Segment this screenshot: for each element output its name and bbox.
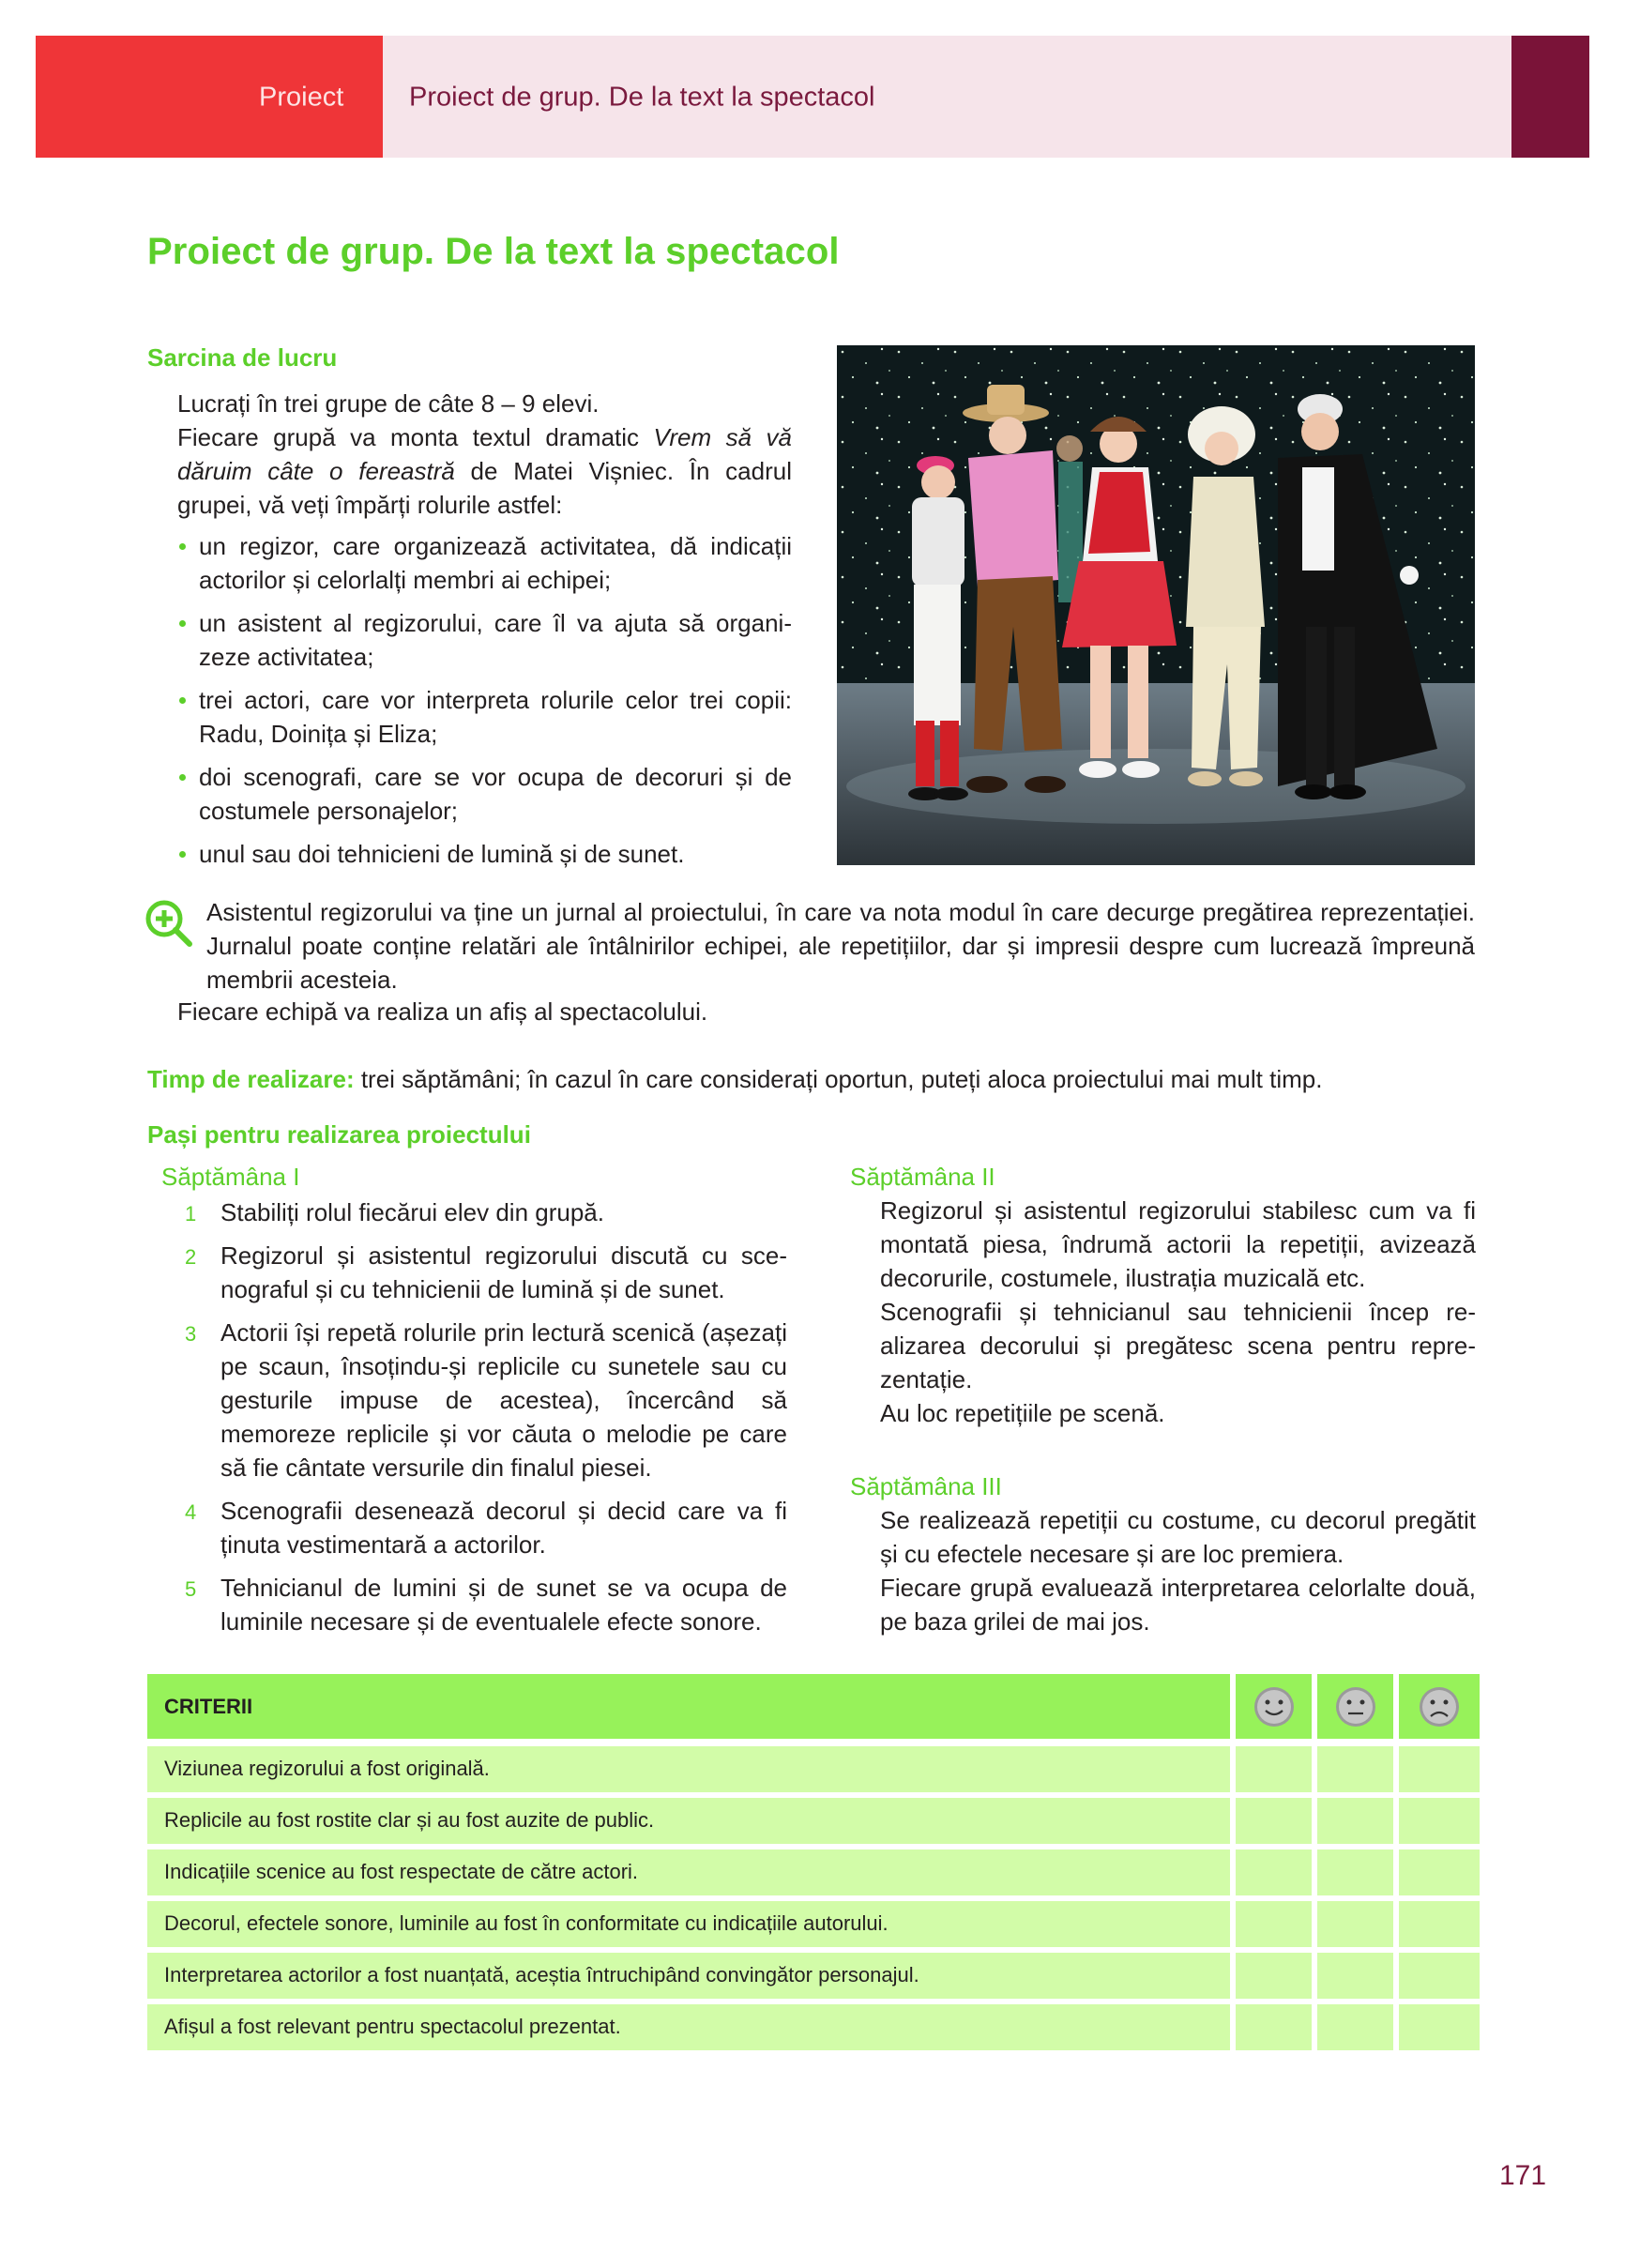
- pasi-heading: Pași pentru realizarea proiectului: [147, 1120, 531, 1149]
- week-3-heading: Săptămâna III: [850, 1472, 1002, 1500]
- page-title: Proiect de grup. De la text la spectacol: [147, 231, 840, 272]
- header-section-label: Proiect: [259, 82, 344, 113]
- week-3-line: Se realizează repetiții cu costume, cu decorul pregătit și cu efectele necesare și are loc premiera.: [880, 1506, 1476, 1568]
- rating-cell-neutral[interactable]: [1317, 1953, 1393, 1999]
- bullet-icon: [179, 543, 186, 550]
- table-row: [147, 1953, 1480, 2004]
- timp-text: trei săptămâni; în cazul în care considerați oportun, puteți aloca proiectului mai mult timp.: [354, 1065, 1323, 1093]
- step-text: Tehnicianul de lumini și de sunet se va ocupa de luminile necesare și de eventualele efecte sonore.: [220, 1574, 787, 1636]
- week-1-heading: Săptămâna I: [161, 1163, 300, 1191]
- step-text: Stabiliți rolul fiecărui elev din grupă.: [220, 1198, 604, 1226]
- list-item: [177, 837, 792, 871]
- neutral-face-cell: [1317, 1674, 1393, 1739]
- week-3-line: Fiecare grupă evaluează interpretarea celorlalte două, pe baza grilei de mai jos.: [880, 1574, 1476, 1636]
- rating-cell-neutral[interactable]: [1317, 1746, 1393, 1792]
- bullet-icon: [179, 851, 186, 858]
- week-2-heading: Săptămâna II: [850, 1163, 995, 1191]
- sarcina-intro-paragraph: [177, 420, 792, 522]
- week-1-steps: [177, 1195, 787, 1648]
- rating-cell-neutral[interactable]: [1317, 1798, 1393, 1844]
- rating-cell-good[interactable]: [1236, 2004, 1312, 2050]
- criteria-header-label: CRITERII: [164, 1695, 253, 1718]
- criterion-text: Replicile au fost rostite clar și au fost auzite de public.: [164, 1808, 655, 1832]
- header-maroon-block: [1511, 36, 1589, 158]
- sarcina-intro: [177, 387, 792, 522]
- header-title: Proiect de grup. De la text la spectacol: [409, 82, 875, 113]
- criteria-table: [147, 1674, 1480, 2056]
- rating-cell-bad[interactable]: [1399, 1798, 1480, 1844]
- rating-cell-good[interactable]: [1236, 1798, 1312, 1844]
- criteria-header-row: [147, 1674, 1480, 1746]
- rating-cell-bad[interactable]: [1399, 1746, 1480, 1792]
- rating-cell-neutral[interactable]: [1317, 1849, 1393, 1895]
- neutral-face-icon: [1334, 1685, 1377, 1728]
- rating-cell-bad[interactable]: [1399, 2004, 1480, 2050]
- rating-cell-neutral[interactable]: [1317, 2004, 1393, 2050]
- step-text: Scenografii desenează decorul și decid care va fi ținuta vestimentară a actorilor.: [220, 1497, 787, 1559]
- page-header: [36, 36, 1589, 158]
- list-item: [177, 760, 792, 828]
- week-2-text: [880, 1194, 1476, 1430]
- step-number: 2: [185, 1245, 197, 1269]
- table-row: [147, 1901, 1480, 1953]
- timp-label: Timp de realizare:: [147, 1065, 355, 1093]
- criteria-header-cell: [147, 1674, 1230, 1739]
- list-item: [177, 1195, 787, 1229]
- step-number: 4: [185, 1500, 197, 1524]
- smiling-face-cell: [1236, 1674, 1312, 1739]
- list-item: [177, 1494, 787, 1561]
- rating-cell-bad[interactable]: [1399, 1901, 1480, 1947]
- timp-de-realizare: [147, 1062, 1322, 1096]
- page-number: 171: [1499, 2160, 1547, 2191]
- stage-photo: [837, 345, 1475, 865]
- role-text: un asistent al regizorului, care îl va ajuta să organizeze activitatea;: [199, 609, 792, 671]
- list-item: [177, 606, 792, 674]
- rating-cell-good[interactable]: [1236, 1746, 1312, 1792]
- stage-performance-image: [837, 345, 1475, 865]
- rating-cell-good[interactable]: [1236, 1901, 1312, 1947]
- criterion-text: Interpretarea actorilor a fost nuanțată, aceștia întruchipând convingător personajul.: [164, 1963, 919, 1986]
- roles-list: [177, 529, 792, 880]
- role-text: trei actori, care vor interpreta rolurile celor trei copii: Radu, Doinița și Eliza;: [199, 686, 792, 748]
- zoom-in-icon: [144, 899, 193, 948]
- table-row: [147, 1798, 1480, 1849]
- list-item: [177, 1239, 787, 1306]
- rating-cell-good[interactable]: [1236, 1849, 1312, 1895]
- journal-note: Asistentul regizorului va ține un jurnal al proiectului, în care va nota modul în care decurge pregătirea reprezentației. Jurnalul poate conține relatări ale întâlnirilor echipei, ale repetițiilor, dar și impresii despre cum lucrează împreună membrii acesteia.: [206, 898, 1475, 994]
- criterion-text: Viziunea regizorului a fost originală.: [164, 1757, 490, 1780]
- play-title: Vrem să vă dăruim câte o fereastră: [177, 423, 792, 485]
- week-2-line: Regizorul și asistentul regizorului stabilesc cum va fi montată piesa, îndrumă actorii la repetiții, avizează decorurile, costumele, ilustrația muzicală etc.: [880, 1196, 1476, 1292]
- criterion-text: Decorul, efectele sonore, luminile au fost în conformitate cu indicațiile autorului.: [164, 1911, 888, 1935]
- list-item: [177, 529, 792, 597]
- role-text: un regizor, care organizează activitatea, dă indicații actorilor și celorlalți membri ai echipei;: [199, 532, 792, 594]
- week-2-line: Scenografii și tehnicianul sau tehnicienii încep realizarea decorului și pregătesc scena pentru reprezentație.: [880, 1298, 1476, 1393]
- bullet-icon: [179, 697, 186, 704]
- list-item: [177, 1571, 787, 1638]
- table-row: [147, 1746, 1480, 1798]
- criterion-text: Afișul a fost relevant pentru spectacolul prezentat.: [164, 2015, 621, 2038]
- step-text: Regizorul și asistentul regizorului discută cu scenograful și cu tehnicienii de lumină și de sunet.: [220, 1241, 787, 1303]
- step-text: Actorii își repetă rolurile prin lectură scenică (așezați pe scaun, însoțindu-și replicile cu sunetele sau cu gesturile impuse de acestea), încercând să memoreze replicile și vor căuta o melodie pe care să fie cântate versurile din finalul piesei.: [220, 1318, 787, 1482]
- criterion-text: Indicațiile scenice au fost respectate de către actori.: [164, 1860, 639, 1883]
- list-item: [177, 1316, 787, 1484]
- bullet-icon: [179, 774, 186, 781]
- table-row: [147, 1849, 1480, 1901]
- week-3-text: [880, 1503, 1476, 1638]
- step-number: 1: [185, 1202, 197, 1225]
- table-row: [147, 2004, 1480, 2056]
- role-text: unul sau doi tehnicieni de lumină și de sunet.: [199, 840, 685, 868]
- rating-cell-neutral[interactable]: [1317, 1901, 1393, 1947]
- frowning-face-icon: [1418, 1685, 1461, 1728]
- sarcina-intro-line-1: Lucrați în trei grupe de câte 8 – 9 elevi.: [177, 389, 600, 418]
- sarcina-heading: Sarcina de lucru: [147, 343, 338, 372]
- smiling-face-icon: [1253, 1685, 1296, 1728]
- step-number: 3: [185, 1322, 197, 1346]
- rating-cell-good[interactable]: [1236, 1953, 1312, 1999]
- step-number: 5: [185, 1577, 197, 1601]
- week-2-line: Au loc repetițiile pe scenă.: [880, 1399, 1165, 1427]
- poster-note: Fiecare echipă va realiza un afiș al spectacolului.: [177, 997, 708, 1026]
- rating-cell-bad[interactable]: [1399, 1849, 1480, 1895]
- sarcina-intro-text-a: Fiecare grupă va monta textul dramatic: [177, 423, 654, 451]
- list-item: [177, 683, 792, 751]
- rating-cell-bad[interactable]: [1399, 1953, 1480, 1999]
- role-text: doi scenografi, care se vor ocupa de decoruri și de costumele personajelor;: [199, 763, 792, 825]
- frowning-face-cell: [1399, 1674, 1480, 1739]
- sarcina-intro-text-b: de Matei Vișniec. În cadrul grupei, vă veți împărți rolurile astfel:: [177, 457, 792, 519]
- bullet-icon: [179, 620, 186, 627]
